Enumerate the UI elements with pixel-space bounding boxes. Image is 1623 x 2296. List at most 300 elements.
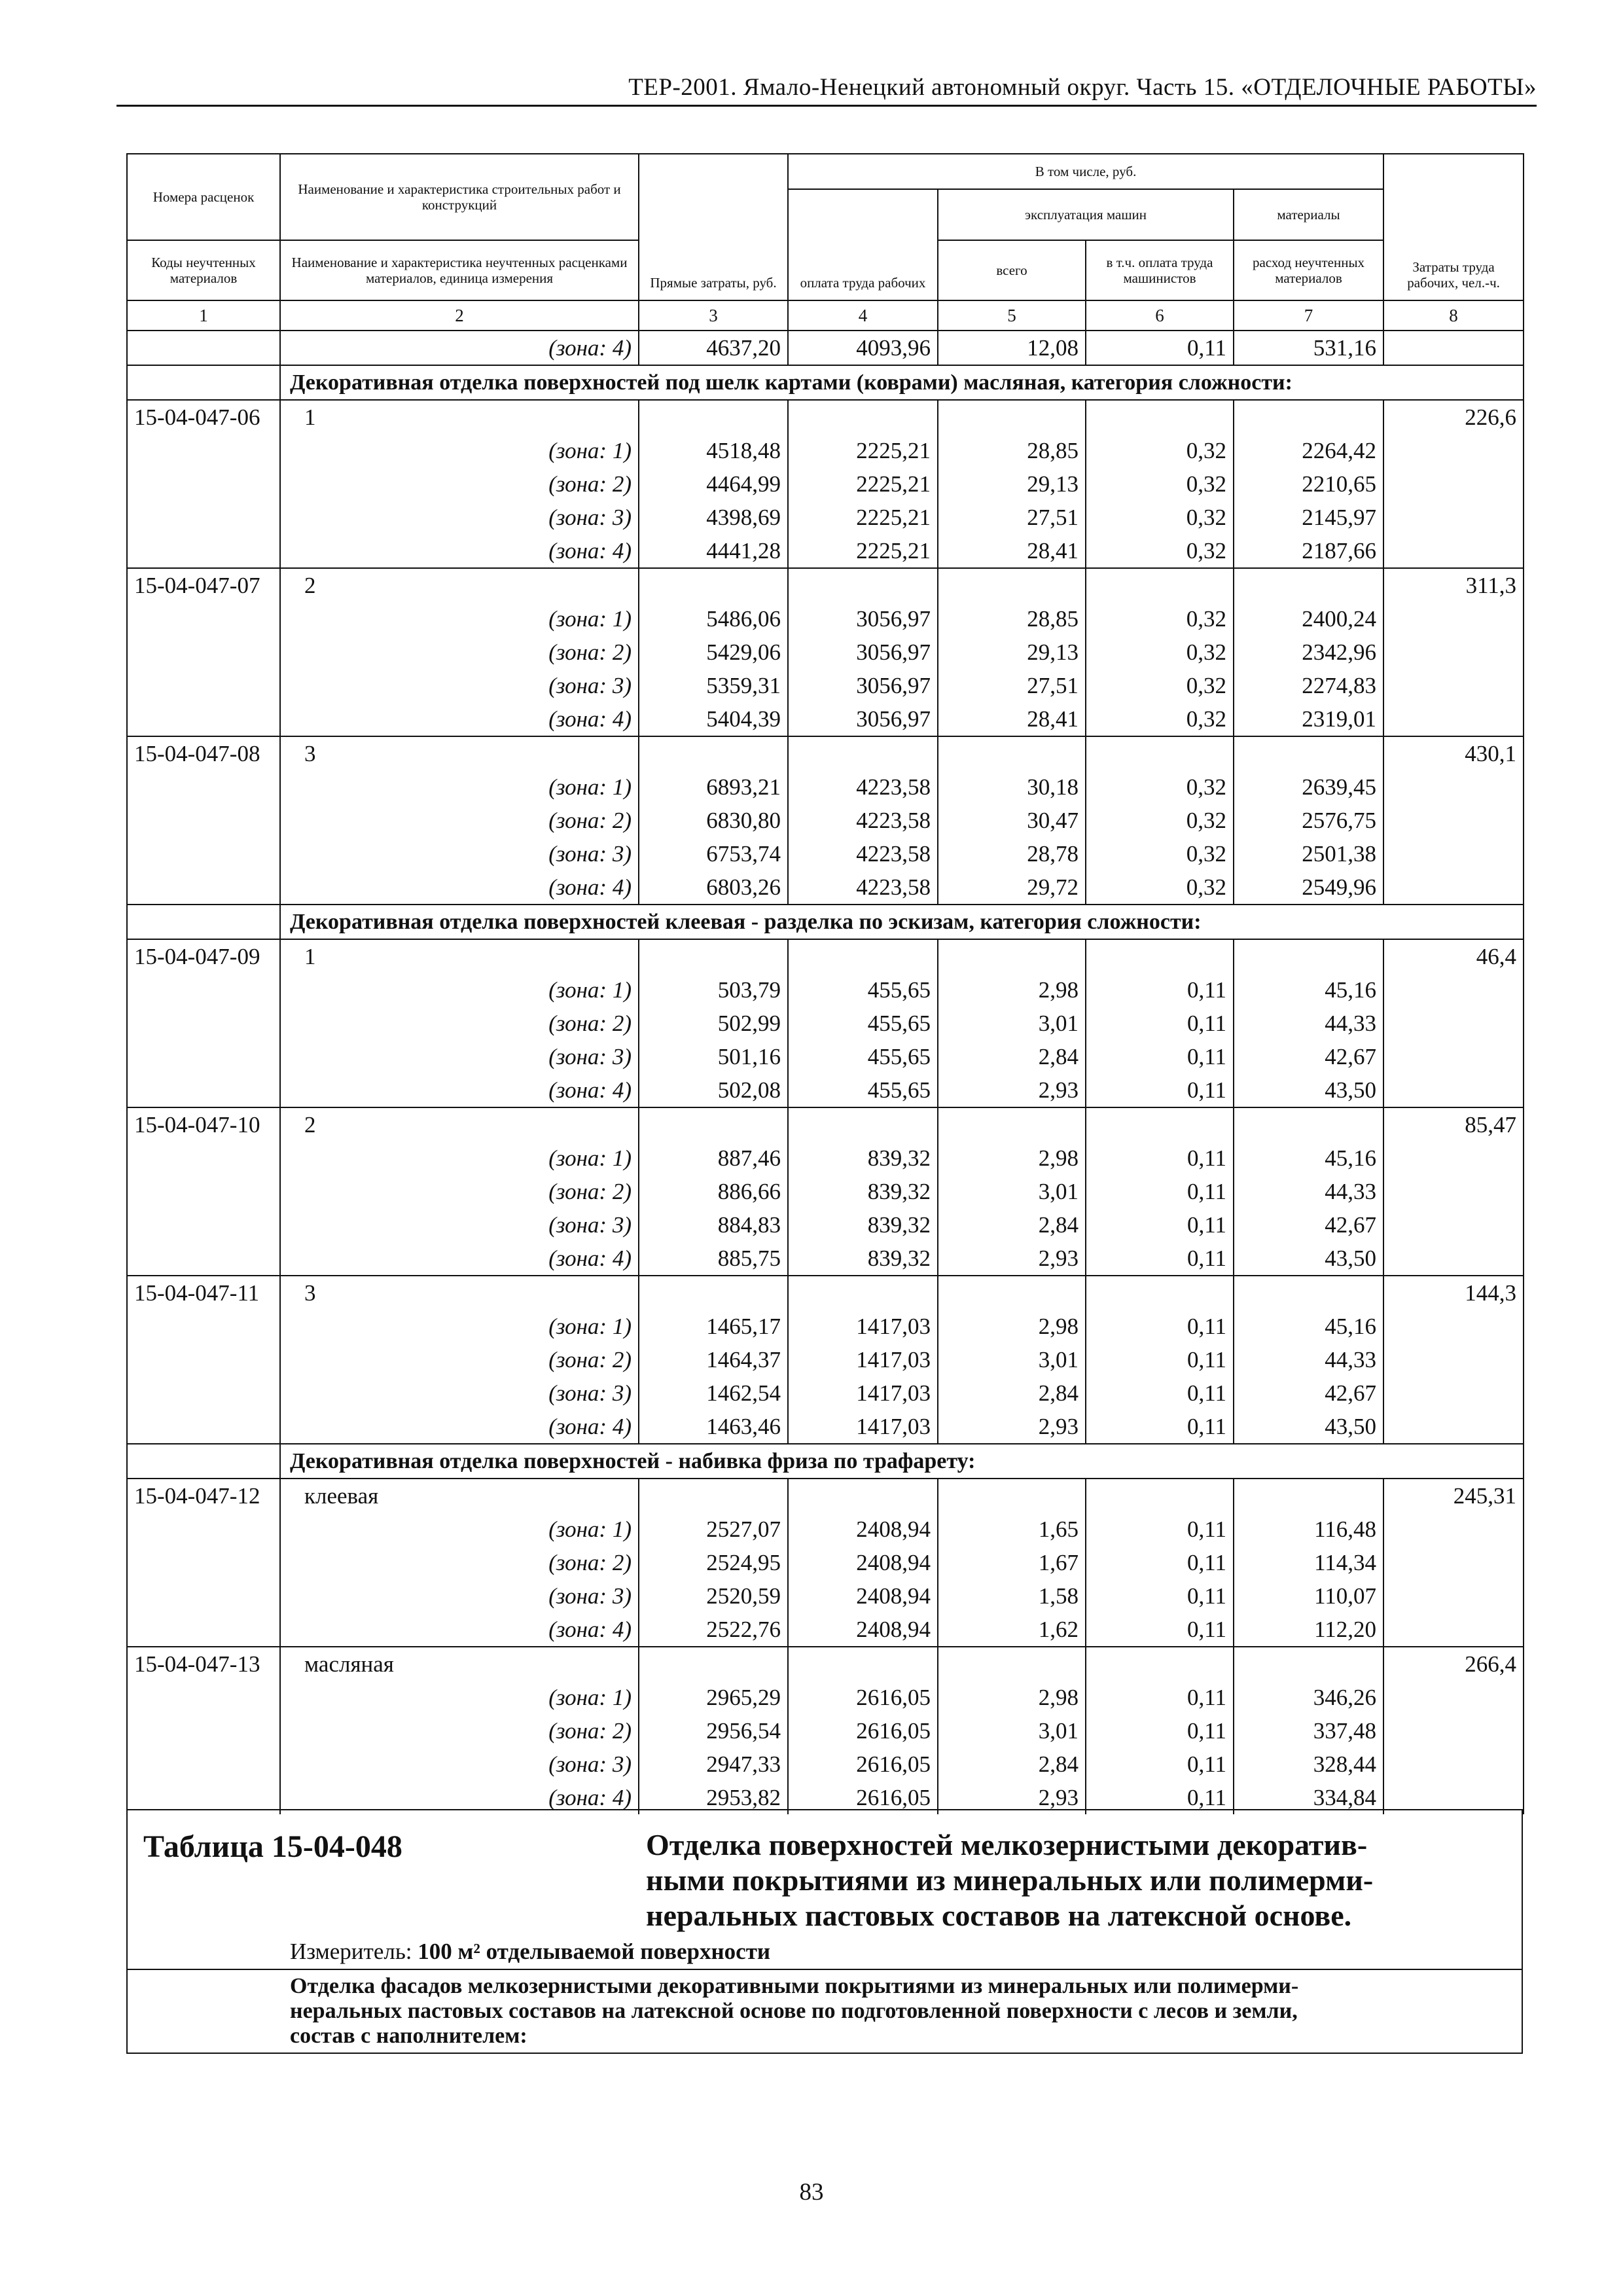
empty-cell <box>639 400 788 434</box>
header-rule <box>116 105 1537 107</box>
empty-cell <box>1383 1681 1524 1714</box>
subsection-heading <box>126 1969 1523 2054</box>
empty-cell <box>127 1546 280 1579</box>
labor-pay: 1417,03 <box>788 1310 938 1343</box>
empty-cell <box>788 939 938 973</box>
direct-cost: 2956,54 <box>639 1714 788 1748</box>
machines-total: 28,85 <box>938 602 1086 636</box>
machinist-pay: 0,32 <box>1086 669 1234 702</box>
zone-label: (зона: 2) <box>280 467 639 501</box>
direct-cost: 2947,33 <box>639 1748 788 1781</box>
empty-cell <box>127 804 280 837</box>
empty-cell <box>1383 1208 1524 1242</box>
materials-cost: 43,50 <box>1234 1242 1383 1276</box>
header-col2-bottom: Наименование и характеристика неучтенных расценками материалов, единица измерения <box>280 240 639 300</box>
direct-cost: 1465,17 <box>639 1310 788 1343</box>
labor-pay: 2408,94 <box>788 1613 938 1647</box>
zone-row <box>127 870 1524 905</box>
labor-pay: 2408,94 <box>788 1513 938 1546</box>
empty-cell <box>1234 1647 1383 1681</box>
zone-row <box>127 1579 1524 1613</box>
machines-total: 29,13 <box>938 636 1086 669</box>
header-col7: расход неучтенных материалов <box>1234 240 1383 300</box>
carryover-row <box>127 331 1524 365</box>
section-row <box>127 1444 1524 1479</box>
empty-cell <box>127 1242 280 1276</box>
rate-code: 15-04-047-09 <box>127 939 280 973</box>
labor-pay: 2616,05 <box>788 1714 938 1748</box>
labor-pay: 839,32 <box>788 1208 938 1242</box>
empty-cell <box>1383 1310 1524 1343</box>
empty-cell <box>788 1647 938 1681</box>
zone-label: (зона: 3) <box>280 1579 639 1613</box>
rate-row <box>127 1276 1524 1310</box>
machinist-pay: 0,11 <box>1086 1579 1234 1613</box>
direct-cost: 6830,80 <box>639 804 788 837</box>
zone-label: (зона: 3) <box>280 1208 639 1242</box>
zone-label: (зона: 3) <box>280 837 639 870</box>
subsection-line: Отделка фасадов мелкозернистыми декоративными покрытиями из минеральных или полимерми- <box>290 1974 1299 1998</box>
materials-cost: 42,67 <box>1234 1040 1383 1073</box>
empty-cell <box>127 1410 280 1444</box>
empty-cell <box>639 1647 788 1681</box>
direct-cost: 5486,06 <box>639 602 788 636</box>
materials-cost: 2187,66 <box>1234 534 1383 568</box>
direct-cost: 2522,76 <box>639 1613 788 1647</box>
zone-row <box>127 636 1524 669</box>
zone-row <box>127 1073 1524 1107</box>
materials-cost: 45,16 <box>1234 1141 1383 1175</box>
empty-cell <box>1234 400 1383 434</box>
labor-pay: 2225,21 <box>788 501 938 534</box>
direct-cost: 5429,06 <box>639 636 788 669</box>
direct-cost: 1463,46 <box>639 1410 788 1444</box>
machinist-pay: 0,11 <box>1086 1040 1234 1073</box>
empty-cell <box>127 501 280 534</box>
machines-total: 3,01 <box>938 1007 1086 1040</box>
zone-row <box>127 669 1524 702</box>
zone-label: (зона: 2) <box>280 636 639 669</box>
direct-cost: 2524,95 <box>639 1546 788 1579</box>
empty-cell <box>639 1479 788 1513</box>
empty-cell <box>1383 636 1524 669</box>
direct-cost: 501,16 <box>639 1040 788 1073</box>
header-col3: Прямые затраты, руб. <box>639 154 788 300</box>
machinist-pay: 0,32 <box>1086 602 1234 636</box>
materials-cost: 2210,65 <box>1234 467 1383 501</box>
rate-row <box>127 1647 1524 1681</box>
zone-row <box>127 837 1524 870</box>
zone-label: (зона: 1) <box>280 1513 639 1546</box>
zone-row <box>127 1310 1524 1343</box>
machinist-pay: 0,11 <box>1086 1310 1234 1343</box>
materials-cost: 2400,24 <box>1234 602 1383 636</box>
machines-total: 30,18 <box>938 770 1086 804</box>
direct-cost: 885,75 <box>639 1242 788 1276</box>
meter-prefix: Измеритель: <box>290 1939 412 1964</box>
zone-row <box>127 1343 1524 1376</box>
zone-label: (зона: 1) <box>280 434 639 467</box>
empty-cell <box>1234 1479 1383 1513</box>
labor-pay: 2225,21 <box>788 434 938 467</box>
zone-label: (зона: 4) <box>280 1073 639 1107</box>
empty-cell <box>127 669 280 702</box>
page-number: 83 <box>799 2179 824 2206</box>
zone-row <box>127 1141 1524 1175</box>
direct-cost: 4464,99 <box>639 467 788 501</box>
machines-total: 12,08 <box>938 331 1086 365</box>
machines-total: 1,67 <box>938 1546 1086 1579</box>
zone-label: (зона: 4) <box>280 1781 639 1814</box>
materials-cost: 43,50 <box>1234 1073 1383 1107</box>
empty-cell <box>127 1208 280 1242</box>
machines-total: 3,01 <box>938 1714 1086 1748</box>
zone-row <box>127 1513 1524 1546</box>
machinist-pay: 0,11 <box>1086 1613 1234 1647</box>
empty-cell <box>1383 434 1524 467</box>
measurement-unit <box>290 1939 770 1965</box>
empty-cell <box>127 770 280 804</box>
rate-code: 15-04-047-07 <box>127 568 280 602</box>
empty-cell <box>788 400 938 434</box>
machines-total: 29,13 <box>938 467 1086 501</box>
machines-total: 27,51 <box>938 669 1086 702</box>
materials-cost: 2501,38 <box>1234 837 1383 870</box>
column-number: 1 <box>127 300 280 331</box>
labor-pay: 839,32 <box>788 1141 938 1175</box>
zone-label: (зона: 2) <box>280 804 639 837</box>
direct-cost: 887,46 <box>639 1141 788 1175</box>
empty-cell <box>127 467 280 501</box>
empty-cell <box>938 568 1086 602</box>
table-title <box>646 1827 1497 1933</box>
direct-cost: 6893,21 <box>639 770 788 804</box>
empty-cell <box>127 870 280 905</box>
machines-total: 3,01 <box>938 1343 1086 1376</box>
zone-label: (зона: 4) <box>280 1242 639 1276</box>
materials-cost: 2145,97 <box>1234 501 1383 534</box>
machines-total: 2,93 <box>938 1242 1086 1276</box>
empty-cell <box>1086 1107 1234 1141</box>
zone-label: (зона: 1) <box>280 1310 639 1343</box>
empty-cell <box>127 837 280 870</box>
empty-cell <box>639 736 788 770</box>
machinist-pay: 0,32 <box>1086 534 1234 568</box>
empty-cell <box>1383 1175 1524 1208</box>
labor-pay: 2408,94 <box>788 1579 938 1613</box>
empty-cell <box>1383 870 1524 905</box>
subsection-line: состав с наполнителем: <box>290 2024 527 2048</box>
empty-cell <box>1383 501 1524 534</box>
column-numbers-row <box>127 300 1524 331</box>
zone-row <box>127 434 1524 467</box>
zone-row <box>127 1714 1524 1748</box>
machines-total: 28,41 <box>938 702 1086 736</box>
rate-code: 15-04-047-13 <box>127 1647 280 1681</box>
empty-cell <box>127 973 280 1007</box>
empty-cell <box>639 568 788 602</box>
zone-row <box>127 770 1524 804</box>
empty-cell <box>1383 973 1524 1007</box>
direct-cost: 4441,28 <box>639 534 788 568</box>
empty-cell <box>788 1479 938 1513</box>
machinist-pay: 0,11 <box>1086 1007 1234 1040</box>
zone-label: (зона: 2) <box>280 1714 639 1748</box>
zone-row <box>127 1208 1524 1242</box>
empty-cell <box>127 434 280 467</box>
zone-label: (зона: 2) <box>280 1546 639 1579</box>
labor-pay: 3056,97 <box>788 669 938 702</box>
machines-total: 3,01 <box>938 1175 1086 1208</box>
header-col1-bottom: Коды неучтенных материалов <box>127 240 280 300</box>
rate-name: масляная <box>280 1647 639 1681</box>
labor-pay: 2225,21 <box>788 534 938 568</box>
zone-label: (зона: 4) <box>280 534 639 568</box>
empty-cell <box>1086 400 1234 434</box>
zone-row <box>127 1410 1524 1444</box>
zone-label: (зона: 1) <box>280 602 639 636</box>
header-including: В том числе, руб. <box>788 154 1383 189</box>
zone-label: (зона: 4) <box>280 331 639 365</box>
header-col5: всего <box>938 240 1086 300</box>
empty-cell <box>127 1376 280 1410</box>
machinist-pay: 0,11 <box>1086 1781 1234 1814</box>
zone-label: (зона: 1) <box>280 770 639 804</box>
materials-cost: 110,07 <box>1234 1579 1383 1613</box>
direct-cost: 503,79 <box>639 973 788 1007</box>
labor-pay: 4223,58 <box>788 870 938 905</box>
empty-cell <box>938 1107 1086 1141</box>
zone-label: (зона: 4) <box>280 1410 639 1444</box>
table-title-line: ными покрытиями из минеральных или полимерми- <box>646 1863 1374 1897</box>
machines-total: 29,72 <box>938 870 1086 905</box>
direct-cost: 2520,59 <box>639 1579 788 1613</box>
empty-cell <box>1383 770 1524 804</box>
materials-cost: 112,20 <box>1234 1613 1383 1647</box>
zone-label: (зона: 2) <box>280 1175 639 1208</box>
machinist-pay: 0,32 <box>1086 501 1234 534</box>
machines-total: 2,98 <box>938 1141 1086 1175</box>
rate-row <box>127 1479 1524 1513</box>
zone-row <box>127 804 1524 837</box>
running-header: ТЕР-2001. Ямало-Ненецкий автономный округ. Часть 15. «ОТДЕЛОЧНЫЕ РАБОТЫ» <box>628 74 1537 101</box>
meter-value: 100 м² отделываемой поверхности <box>418 1939 771 1964</box>
zone-label: (зона: 1) <box>280 973 639 1007</box>
materials-cost: 2319,01 <box>1234 702 1383 736</box>
empty-cell <box>1086 1647 1234 1681</box>
empty-cell <box>1383 1513 1524 1546</box>
direct-cost: 1464,37 <box>639 1343 788 1376</box>
empty-cell <box>1086 736 1234 770</box>
zone-label: (зона: 3) <box>280 1040 639 1073</box>
column-number: 7 <box>1234 300 1383 331</box>
direct-cost: 502,99 <box>639 1007 788 1040</box>
column-number: 4 <box>788 300 938 331</box>
labor-pay: 4223,58 <box>788 837 938 870</box>
header-materials: материалы <box>1234 189 1383 240</box>
direct-cost: 2965,29 <box>639 1681 788 1714</box>
direct-cost: 1462,54 <box>639 1376 788 1410</box>
rate-row <box>127 400 1524 434</box>
labor-pay: 4093,96 <box>788 331 938 365</box>
labor-hours: 46,4 <box>1383 939 1524 973</box>
zone-row <box>127 973 1524 1007</box>
empty-cell <box>127 702 280 736</box>
labor-pay: 839,32 <box>788 1175 938 1208</box>
empty-cell <box>127 1141 280 1175</box>
machines-total: 2,98 <box>938 973 1086 1007</box>
machines-total: 2,93 <box>938 1410 1086 1444</box>
section-code-cell <box>127 1444 280 1479</box>
empty-cell <box>1383 602 1524 636</box>
zone-row <box>127 1175 1524 1208</box>
labor-pay: 2616,05 <box>788 1681 938 1714</box>
header-col4: оплата труда рабочих <box>788 189 938 300</box>
labor-pay: 4223,58 <box>788 770 938 804</box>
column-number: 3 <box>639 300 788 331</box>
machines-total: 28,78 <box>938 837 1086 870</box>
machinist-pay: 0,11 <box>1086 1513 1234 1546</box>
empty-cell <box>127 1175 280 1208</box>
table-label: Таблица 15-04-048 <box>143 1829 402 1864</box>
zone-row <box>127 534 1524 568</box>
rate-code: 15-04-047-06 <box>127 400 280 434</box>
zone-label: (зона: 3) <box>280 501 639 534</box>
empty-cell <box>1086 568 1234 602</box>
zone-row <box>127 1613 1524 1647</box>
direct-cost: 4398,69 <box>639 501 788 534</box>
zone-label: (зона: 2) <box>280 1007 639 1040</box>
labor-hours: 266,4 <box>1383 1647 1524 1681</box>
table-title-line: неральных пастовых составов на латексной основе. <box>646 1899 1352 1932</box>
empty-cell <box>938 736 1086 770</box>
section-row <box>127 365 1524 400</box>
empty-cell <box>1383 702 1524 736</box>
direct-cost: 884,83 <box>639 1208 788 1242</box>
rate-name: 3 <box>280 1276 639 1310</box>
section-code-cell <box>127 905 280 939</box>
materials-cost: 44,33 <box>1234 1007 1383 1040</box>
empty-cell <box>1383 1007 1524 1040</box>
empty-cell <box>1383 837 1524 870</box>
machines-total: 2,98 <box>938 1310 1086 1343</box>
machinist-pay: 0,11 <box>1086 1073 1234 1107</box>
labor-pay: 455,65 <box>788 973 938 1007</box>
empty-cell <box>127 1748 280 1781</box>
materials-cost: 328,44 <box>1234 1748 1383 1781</box>
machines-total: 2,84 <box>938 1040 1086 1073</box>
machinist-pay: 0,11 <box>1086 973 1234 1007</box>
materials-cost: 2342,96 <box>1234 636 1383 669</box>
materials-cost: 45,16 <box>1234 1310 1383 1343</box>
empty-cell <box>1383 1242 1524 1276</box>
rate-name: 3 <box>280 736 639 770</box>
zone-label: (зона: 2) <box>280 1343 639 1376</box>
empty-cell <box>788 1107 938 1141</box>
direct-cost: 2527,07 <box>639 1513 788 1546</box>
machines-total: 30,47 <box>938 804 1086 837</box>
empty-cell <box>788 736 938 770</box>
empty-cell <box>938 1276 1086 1310</box>
section-title: Декоративная отделка поверхностей под шелк картами (коврами) масляная, категория сложности: <box>280 365 1524 400</box>
rate-name: 1 <box>280 939 639 973</box>
rate-row <box>127 736 1524 770</box>
empty-cell <box>127 1613 280 1647</box>
table-title-line: Отделка поверхностей мелкозернистыми декоратив- <box>646 1828 1368 1861</box>
materials-cost: 43,50 <box>1234 1410 1383 1444</box>
direct-cost: 4518,48 <box>639 434 788 467</box>
materials-cost: 2274,83 <box>1234 669 1383 702</box>
zone-label: (зона: 1) <box>280 1681 639 1714</box>
column-number: 5 <box>938 300 1086 331</box>
materials-cost: 42,67 <box>1234 1208 1383 1242</box>
rate-name: 1 <box>280 400 639 434</box>
materials-cost: 346,26 <box>1234 1681 1383 1714</box>
empty-cell <box>788 568 938 602</box>
empty-cell <box>127 1040 280 1073</box>
zone-row <box>127 467 1524 501</box>
machinist-pay: 0,11 <box>1086 1175 1234 1208</box>
empty-cell <box>639 1107 788 1141</box>
machines-total: 2,84 <box>938 1748 1086 1781</box>
zone-label: (зона: 3) <box>280 1748 639 1781</box>
zone-row <box>127 1242 1524 1276</box>
rate-code: 15-04-047-12 <box>127 1479 280 1513</box>
materials-cost: 2264,42 <box>1234 434 1383 467</box>
labor-pay: 1417,03 <box>788 1410 938 1444</box>
machines-total: 28,41 <box>938 534 1086 568</box>
empty-cell <box>938 1647 1086 1681</box>
labor-hours: 144,3 <box>1383 1276 1524 1310</box>
materials-cost: 531,16 <box>1234 331 1383 365</box>
section-code-cell <box>127 365 280 400</box>
empty-cell <box>127 1310 280 1343</box>
empty-cell <box>1234 939 1383 973</box>
rate-code: 15-04-047-08 <box>127 736 280 770</box>
next-table-heading <box>126 1809 1523 1970</box>
empty-cell <box>1383 1410 1524 1444</box>
rate-row <box>127 1107 1524 1141</box>
labor-pay: 3056,97 <box>788 702 938 736</box>
direct-cost: 886,66 <box>639 1175 788 1208</box>
zone-row <box>127 1007 1524 1040</box>
rate-code: 15-04-047-10 <box>127 1107 280 1141</box>
rates-table <box>126 153 1524 1814</box>
labor-pay: 3056,97 <box>788 602 938 636</box>
machinist-pay: 0,11 <box>1086 1681 1234 1714</box>
empty-cell <box>127 602 280 636</box>
empty-cell <box>1383 1073 1524 1107</box>
machinist-pay: 0,11 <box>1086 1410 1234 1444</box>
zone-row <box>127 702 1524 736</box>
empty-cell <box>639 939 788 973</box>
materials-cost: 116,48 <box>1234 1513 1383 1546</box>
empty-cell <box>1234 1107 1383 1141</box>
empty-cell <box>1383 804 1524 837</box>
materials-cost: 2639,45 <box>1234 770 1383 804</box>
labor-pay: 455,65 <box>788 1073 938 1107</box>
zone-label: (зона: 1) <box>280 1141 639 1175</box>
header-col2-top: Наименование и характеристика строительных работ и конструкций <box>280 154 639 240</box>
machinist-pay: 0,11 <box>1086 1376 1234 1410</box>
materials-cost: 44,33 <box>1234 1175 1383 1208</box>
zone-label: (зона: 4) <box>280 870 639 905</box>
machinist-pay: 0,11 <box>1086 1242 1234 1276</box>
materials-cost: 45,16 <box>1234 973 1383 1007</box>
zone-row <box>127 602 1524 636</box>
materials-cost: 334,84 <box>1234 1781 1383 1814</box>
machines-total: 2,84 <box>938 1208 1086 1242</box>
